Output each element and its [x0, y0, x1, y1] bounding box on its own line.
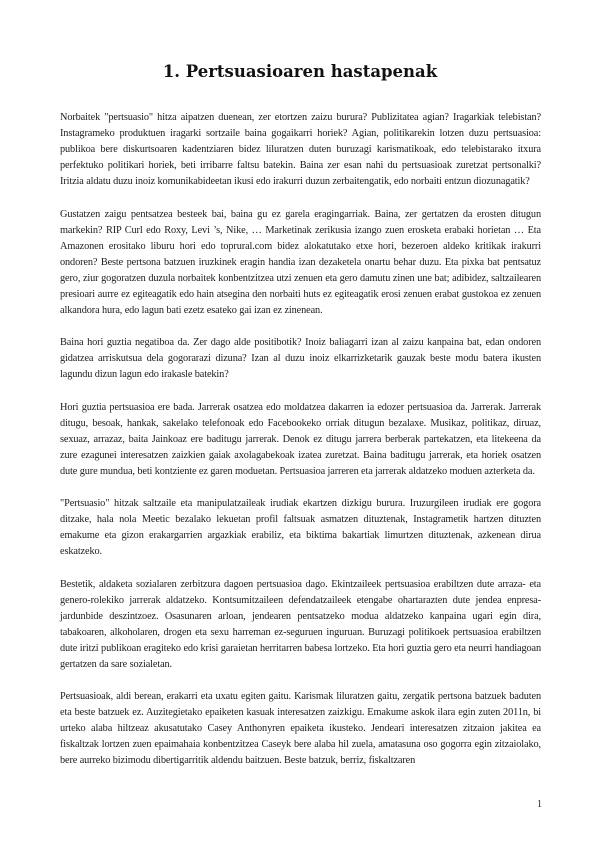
chapter-title: 1. Pertsuasioaren hastapenak: [162, 62, 438, 81]
page-number: 1: [537, 799, 542, 810]
paragraph: Norbaitek "pertsuasio" hitza aipatzen duenean, zer etortzen zaizu burura? Publizitatea agian? Iragarkiak telebistan? Instagrameko produktuen iragarki sortzaile baina gogaikarri horiek? Agian, politikarekin lotzen duzu pertsuasioa: publikoa bere diskurtsoaren kadentziaren bidez liluratzen duten buruzagi karismatikoak, edo telebistarako itxura perfektuko politikari horiek, beti irribarre faltsu batekin. Baina zer esan nahi du pertsuasioak zuretzat pertsonalki? Iritzia aldatu duzu inoiz komunikabideetan ikusi edo irakurri duzun zerbaitengatik, edo norbaiti entzun diozunagatik?: [60, 112, 541, 188]
paragraph: Baina hori guztia negatiboa da. Zer dago alde positibotik? Inoiz baliagarri izan al zaizu kanpaina bat, edan ondoren gidatzea arriskutsua dela gogorarazi dizuna? Izan al duzu inoiz elkarrizketarik gauzak beste modu batera ikusten lagundu dizun lagun edo irakasle batekin?: [60, 337, 541, 381]
paragraph: Pertsuasioak, aldi berean, erakarri eta uxatu egiten gaitu. Karismak liluratzen gaitu, zergatik pertsona batzuek baduten eta beste batzuek ez. Auzitegietako epaiketen kasuak interesatzen zaizkigu. Emakume askok ilara egin zuten 2011n, bi urteko alaba hiltzeaz akusatutako Casey Anthonyren epaiketa ikusteko. Jendeari interesatzen zitzaion jakitea ea fiskaltzak lortzen zuen epaimahaia konbentzitzea Caseyk bere alaba hil zuela, amatasuna oso gogorra egin zitzaiolako, bere aurreko bizimodu dibertigarritik aldendu baitzuen. Beste batzuk, berriz, fiskaltzaren: [60, 691, 541, 767]
paragraph: "Pertsuasio" hitzak saltzaile eta manipulatzaileak irudiak ekartzen dizkigu burura. Iruzurgileen irudiak ere gogora ditzake, hala nola Meetic bezalako lekuetan profil faltsuak asmatzen dituztenak, Instagrametik hartzen dituzten emakume eta gizon erakargarrien argazkiak erabiliz, eta biktima bakartiak limurtzen dituztenak, azkenean dirua eskatzeko.: [60, 498, 541, 558]
paragraph: Bestetik, aldaketa sozialaren zerbitzura dagoen pertsuasioa dago. Ekintzaileek pertsuasioa erabiltzen dute arraza- eta genero-rolekiko jarrerak aldatzeko. Kontsumitzaileen defendatzaileek etengabe ohartarazten dute jendea enpresa-jardunbide deszintzoez. Osasunaren arloan, jendearen pentsatzeko modua aldatzeko kanpaina ugari egin dira, tabakoaren, alkoholaren, drogen eta sexu harreman ez-seguruen inguruan. Buruzagi politikoek pertsuasioa erabiltzen dute iritzi publikoan eragiteko edo krisi garaietan herritarren babesa lortzeko. Eta hori guztia gero eta neurri handiagoan gertatzen da sare sozialetan.: [60, 578, 541, 670]
paragraph: Gustatzen zaigu pentsatzea besteek bai, baina gu ez garela eragingarriak. Baina, zer gertatzen da erosten ditugun markekin? RIP Curl edo Roxy, Levi ’s, Nike, … Marketinak zerikusia izango zuen erosketa erabaki horietan … Eta Amazonen erositako liburu hori edo toprural.com bidez alokatutako etxe hori, bezeroen aldeko kritikak irakurri ondoren? Beste pertsona batzuen iruzkinek eragin handia izan dezaketela onartu behar duzu. Eta pixka bat pentsatuz gero, ziur gogoratzen duzula norbaitek konbentzitzea utzi zenuen eta gero damutu zinen une bat; adibidez, saltzailearen presioari aurre ez egiteagatik edo hain atsegina den norbaiti huts ez egiteagatik erosi zenuen erabat gustokoa ez zenuen alkandora hura, edo lagun bati ezetz esateko gai izan ez zinenean.: [60, 208, 541, 316]
body-text: [60, 110, 541, 786]
paragraph: Hori guztia pertsuasioa ere bada. Jarrerak osatzea edo moldatzea dakarren ia edozer pertsuasioa da. Jarrerak. Jarrerak ditugu, besoak, hankak, sakelako telefonoak edo Facebookeko orriak ditugun bezalaxe. Musikaz, politikaz, diruaz, sexuaz, arrazaz, baita Jainkoaz ere baditugu jarrerak. Denok ez ditugu jarrera berberak partekatzen, eta litekeena da zure ezagunei interesatzen zaizkien gaiak axolagabekoak izatea zuretzat. Baina baditugu jarrerak, eta horiek osatzen dute gure mundua, beti kontziente ez garen moduetan. Pertsuasioa jarreren eta jarrerak aldatzeko moduen azterketa da.: [60, 401, 541, 477]
